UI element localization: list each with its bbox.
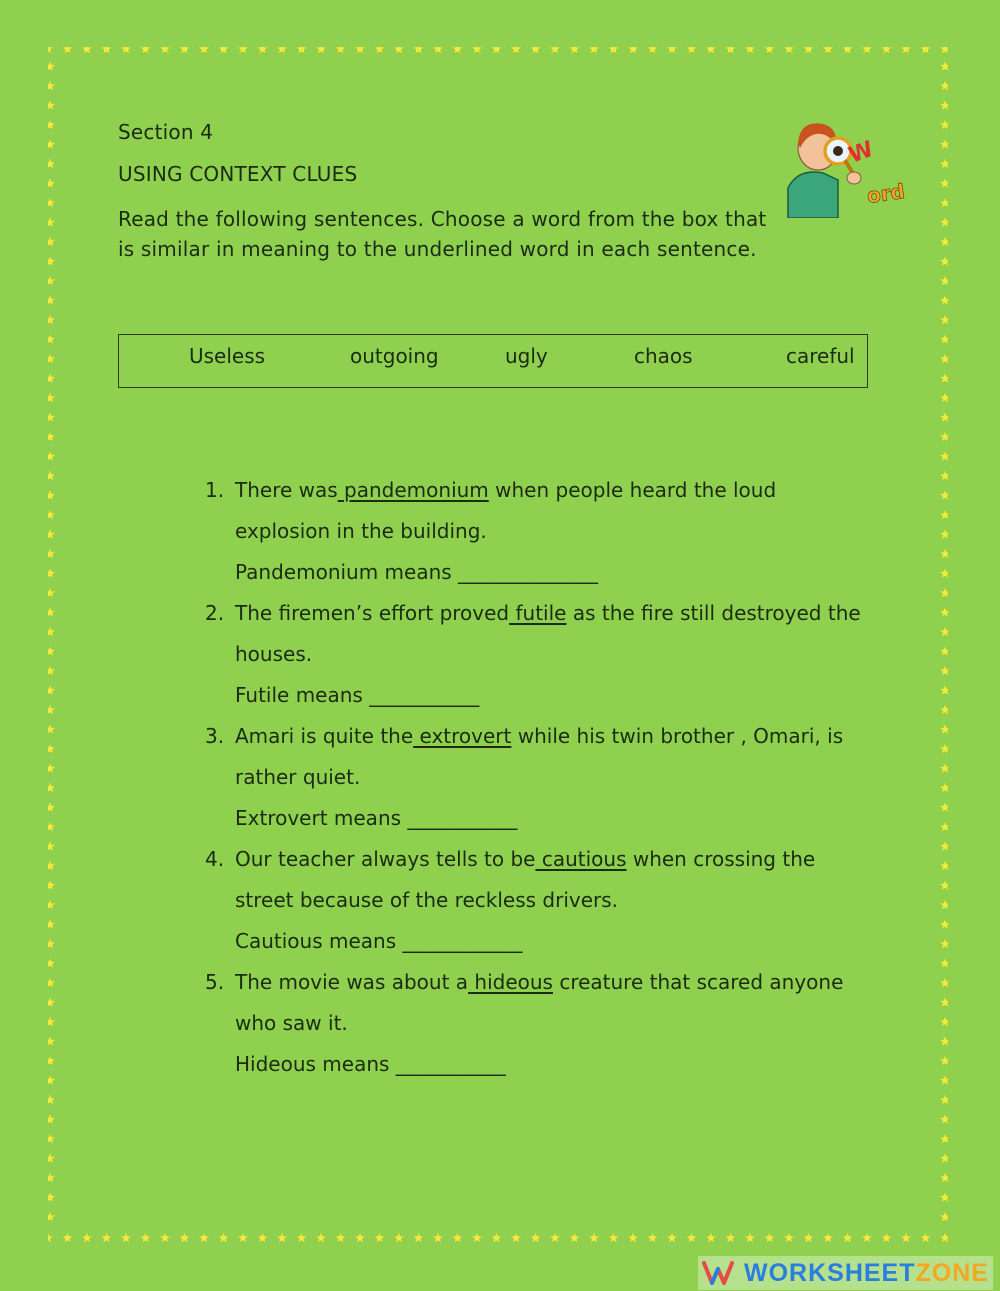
border-star-icon (940, 452, 948, 461)
question-item (205, 843, 905, 966)
border-star-icon (784, 1233, 794, 1242)
border-star-icon (48, 1212, 55, 1221)
border-star-icon (940, 491, 948, 500)
question-text: when people heard the loud (488, 478, 777, 502)
border-star-icon (628, 47, 638, 53)
border-star-icon (940, 588, 948, 597)
border-star-icon (940, 335, 948, 344)
border-star-icon (160, 1233, 170, 1242)
border-star-icon (589, 47, 599, 53)
border-star-icon (48, 881, 55, 890)
border-star-icon (48, 315, 55, 324)
border-star-icon (940, 959, 948, 968)
question-text: The firemen’s effort proved (235, 601, 510, 625)
border-star-icon (940, 120, 948, 129)
border-star-icon (940, 686, 948, 695)
underlined-word: cautious (535, 847, 627, 871)
section-label: Section 4 (118, 120, 214, 144)
border-star-icon (48, 920, 55, 929)
border-star-icon (121, 47, 131, 53)
border-star-icon (940, 179, 948, 188)
border-star-icon (141, 47, 151, 53)
border-star-icon (336, 47, 346, 53)
border-star-icon (940, 1212, 948, 1221)
border-star-icon (160, 47, 170, 53)
border-star-icon (102, 1233, 112, 1242)
border-star-icon (48, 47, 53, 53)
border-star-icon (414, 1233, 424, 1242)
border-star-icon (940, 881, 948, 890)
border-star-icon (940, 666, 948, 675)
border-star-icon (277, 1233, 287, 1242)
border-star-icon (48, 179, 55, 188)
question-list (205, 474, 905, 1089)
border-star-icon (48, 81, 55, 90)
border-star-icon (102, 47, 112, 53)
border-star-icon (48, 705, 55, 714)
question-item (205, 720, 905, 843)
border-star-icon (940, 315, 948, 324)
border-star-icon (726, 1233, 736, 1242)
border-star-icon (375, 47, 385, 53)
border-star-icon (667, 1233, 677, 1242)
border-star-icon (940, 569, 948, 578)
border-star-icon (843, 1233, 853, 1242)
border-star-icon (940, 218, 948, 227)
word-box-item: outgoing (350, 344, 439, 368)
border-star-icon (940, 81, 948, 90)
border-star-icon (141, 1233, 151, 1242)
question-text: Amari is quite the (235, 724, 414, 748)
border-star-icon (570, 1233, 580, 1242)
border-star-icon (48, 354, 55, 363)
question-text: The movie was about a (235, 970, 469, 994)
border-star-icon (531, 47, 541, 53)
border-star-icon (940, 471, 948, 480)
border-star-icon (48, 1193, 55, 1202)
worksheetzone-w-logo-icon (702, 1259, 738, 1287)
border-star-icon (48, 1115, 55, 1124)
border-star-icon (823, 47, 833, 53)
question-number: 1. (205, 478, 225, 502)
border-star-icon (531, 1233, 541, 1242)
border-star-icon (48, 276, 55, 285)
border-star-icon (48, 608, 55, 617)
question-item (205, 966, 905, 1089)
border-star-icon (219, 47, 229, 53)
question-item (205, 597, 905, 720)
border-star-icon (48, 218, 55, 227)
border-star-icon (238, 47, 248, 53)
border-star-icon (48, 62, 55, 71)
border-star-icon (48, 939, 55, 948)
border-star-icon (492, 1233, 502, 1242)
border-star-icon (940, 939, 948, 948)
border-star-icon (940, 257, 948, 266)
border-star-icon (940, 608, 948, 617)
border-star-icon (48, 783, 55, 792)
border-star-icon (901, 47, 911, 53)
question-text: when crossing the (626, 847, 816, 871)
border-star-icon (199, 47, 209, 53)
border-star-icon (48, 432, 55, 441)
border-star-icon (48, 803, 55, 812)
border-star-icon (940, 530, 948, 539)
border-star-icon (48, 335, 55, 344)
border-star-icon (862, 1233, 872, 1242)
answer-prompt: Cautious means ____________ (235, 929, 523, 953)
border-star-icon (940, 413, 948, 422)
border-star-icon (180, 47, 190, 53)
border-star-icon (48, 549, 55, 558)
word-box-item: chaos (634, 344, 693, 368)
border-star-icon (940, 744, 948, 753)
border-star-icon (316, 1233, 326, 1242)
border-star-icon (48, 1134, 55, 1143)
border-star-icon (48, 471, 55, 480)
border-star-icon (940, 822, 948, 831)
border-star-icon (940, 237, 948, 246)
border-star-icon (570, 47, 580, 53)
border-star-icon (48, 413, 55, 422)
svg-text:W: W (845, 136, 877, 169)
border-star-icon (745, 47, 755, 53)
border-star-icon (940, 276, 948, 285)
border-star-icon (921, 1233, 931, 1242)
border-star-icon (48, 120, 55, 129)
border-star-icon (940, 510, 948, 519)
answer-prompt: Futile means ___________ (235, 683, 480, 707)
border-star-icon (940, 1037, 948, 1046)
border-star-icon (48, 1076, 55, 1085)
border-star-icon (48, 686, 55, 695)
border-star-icon (940, 393, 948, 402)
border-star-icon (414, 47, 424, 53)
border-star-icon (48, 725, 55, 734)
border-star-icon (940, 861, 948, 870)
border-star-icon (940, 783, 948, 792)
border-star-icon (472, 47, 482, 53)
border-star-icon (433, 47, 443, 53)
instructions: Read the following sentences. Choose a word from the box that is similar in meaning to the underlined word in each sentence. (118, 207, 767, 261)
border-star-icon (48, 861, 55, 870)
border-star-icon (121, 1233, 131, 1242)
border-star-icon (48, 140, 55, 149)
border-star-icon (940, 647, 948, 656)
answer-prompt: Extrovert means ___________ (235, 806, 518, 830)
section-title: USING CONTEXT CLUES (118, 162, 358, 186)
border-star-icon (940, 1076, 948, 1085)
question-item (205, 474, 905, 597)
worksheetzone-brand[interactable] (698, 1256, 993, 1290)
border-star-icon (433, 1233, 443, 1242)
border-star-icon (48, 510, 55, 519)
border-star-icon (940, 1095, 948, 1104)
border-star-icon (940, 198, 948, 207)
border-star-icon (48, 822, 55, 831)
border-star-icon (48, 491, 55, 500)
border-star-icon (940, 1017, 948, 1026)
word-box-item: careful (786, 344, 855, 368)
underlined-word: futile (509, 601, 567, 625)
question-continuation: houses. (235, 642, 313, 666)
border-star-icon (940, 159, 948, 168)
question-number: 2. (205, 601, 225, 625)
word-box (118, 334, 868, 388)
border-star-icon (862, 47, 872, 53)
border-star-icon (940, 1056, 948, 1065)
border-star-icon (921, 47, 931, 53)
border-star-icon (609, 1233, 619, 1242)
border-star-icon (706, 47, 716, 53)
question-text: as the fire still destroyed the (566, 601, 861, 625)
border-star-icon (48, 998, 55, 1007)
border-star-icon (375, 1233, 385, 1242)
border-star-icon (940, 432, 948, 441)
answer-prompt: Hideous means ___________ (235, 1052, 506, 1076)
border-star-icon (804, 1233, 814, 1242)
border-star-icon (355, 1233, 365, 1242)
question-continuation: explosion in the building. (235, 519, 487, 543)
border-star-icon (180, 1233, 190, 1242)
border-star-icon (706, 1233, 716, 1242)
border-star-icon (355, 47, 365, 53)
border-star-icon (940, 842, 948, 851)
border-star-icon (940, 725, 948, 734)
border-star-icon (48, 744, 55, 753)
word-box-item: Useless (189, 344, 266, 368)
underlined-word: pandemonium (337, 478, 489, 502)
border-star-icon (48, 588, 55, 597)
question-continuation: street because of the reckless drivers. (235, 888, 619, 912)
border-star-icon (258, 1233, 268, 1242)
svg-text:ord: ord (865, 178, 907, 208)
border-star-icon (48, 666, 55, 675)
border-star-icon (453, 47, 463, 53)
question-continuation: who saw it. (235, 1011, 348, 1035)
border-star-icon (48, 569, 55, 578)
border-star-icon (940, 627, 948, 636)
border-star-icon (336, 1233, 346, 1242)
border-star-icon (48, 374, 55, 383)
border-star-icon (784, 47, 794, 53)
border-star-icon (48, 452, 55, 461)
border-star-icon (48, 647, 55, 656)
border-star-icon (511, 1233, 521, 1242)
word-box-item: ugly (505, 344, 548, 368)
border-star-icon (940, 354, 948, 363)
border-star-icon (238, 1233, 248, 1242)
border-star-icon (726, 47, 736, 53)
border-star-icon (940, 62, 948, 71)
border-star-icon (823, 1233, 833, 1242)
border-star-icon (940, 1193, 948, 1202)
border-star-icon (511, 47, 521, 53)
border-star-icon (940, 705, 948, 714)
border-star-icon (199, 1233, 209, 1242)
brand-text-main: WORKSHEET (744, 1258, 916, 1287)
border-star-icon (882, 47, 892, 53)
border-star-icon (453, 1233, 463, 1242)
border-star-icon (258, 47, 268, 53)
border-star-icon (48, 237, 55, 246)
border-star-icon (277, 47, 287, 53)
border-star-icon (472, 1233, 482, 1242)
border-star-icon (63, 1233, 73, 1242)
question-number: 4. (205, 847, 225, 871)
border-star-icon (940, 978, 948, 987)
question-number: 3. (205, 724, 225, 748)
border-star-icon (297, 1233, 307, 1242)
answer-prompt: Pandemonium means ______________ (235, 560, 599, 584)
border-star-icon (804, 47, 814, 53)
border-star-icon (940, 1134, 948, 1143)
border-star-icon (940, 374, 948, 383)
border-star-icon (394, 1233, 404, 1242)
border-star-icon (48, 1154, 55, 1163)
border-star-icon (940, 920, 948, 929)
boy-magnifier-clipart-icon (778, 118, 928, 218)
border-star-icon (550, 47, 560, 53)
border-star-icon (82, 47, 92, 53)
border-star-icon (940, 900, 948, 909)
border-star-icon (628, 1233, 638, 1242)
border-star-icon (843, 47, 853, 53)
border-star-icon (48, 1017, 55, 1026)
border-star-icon (940, 1233, 948, 1242)
border-star-icon (48, 764, 55, 773)
border-star-icon (492, 47, 502, 53)
border-star-icon (219, 1233, 229, 1242)
border-star-icon (48, 627, 55, 636)
border-star-icon (48, 257, 55, 266)
border-star-icon (745, 1233, 755, 1242)
border-star-icon (297, 47, 307, 53)
underlined-word: hideous (468, 970, 553, 994)
border-star-icon (48, 198, 55, 207)
border-star-icon (63, 47, 73, 53)
border-star-icon (940, 1115, 948, 1124)
border-star-icon (940, 998, 948, 1007)
border-star-icon (687, 47, 697, 53)
border-star-icon (667, 47, 677, 53)
border-star-icon (589, 1233, 599, 1242)
border-star-icon (48, 1037, 55, 1046)
border-star-icon (550, 1233, 560, 1242)
border-star-icon (940, 764, 948, 773)
border-star-icon (765, 1233, 775, 1242)
border-star-icon (940, 47, 948, 53)
border-star-icon (48, 1095, 55, 1104)
border-star-icon (940, 101, 948, 110)
border-star-icon (48, 1233, 53, 1242)
border-star-icon (940, 549, 948, 558)
border-star-icon (648, 1233, 658, 1242)
underlined-word: extrovert (413, 724, 512, 748)
border-star-icon (940, 803, 948, 812)
border-star-icon (48, 101, 55, 110)
border-star-icon (48, 1173, 55, 1182)
border-star-icon (82, 1233, 92, 1242)
border-star-icon (940, 1154, 948, 1163)
border-star-icon (765, 47, 775, 53)
border-star-icon (48, 959, 55, 968)
border-star-icon (48, 393, 55, 402)
border-star-icon (48, 1056, 55, 1065)
border-star-icon (316, 47, 326, 53)
question-text: creature that scared anyone (552, 970, 844, 994)
border-star-icon (940, 140, 948, 149)
border-star-icon (940, 296, 948, 305)
question-number: 5. (205, 970, 225, 994)
border-star-icon (648, 47, 658, 53)
border-star-icon (394, 47, 404, 53)
border-star-icon (48, 159, 55, 168)
border-star-icon (48, 296, 55, 305)
border-star-icon (48, 978, 55, 987)
border-star-icon (687, 1233, 697, 1242)
border-star-icon (48, 842, 55, 851)
border-star-icon (901, 1233, 911, 1242)
question-continuation: rather quiet. (235, 765, 361, 789)
border-star-icon (882, 1233, 892, 1242)
brand-text-accent: ZONE (915, 1258, 989, 1287)
border-star-icon (48, 530, 55, 539)
border-star-icon (940, 1173, 948, 1182)
question-text: while his twin brother , Omari, is (511, 724, 844, 748)
question-text: Our teacher always tells to be (235, 847, 536, 871)
border-star-icon (609, 47, 619, 53)
brand-text (744, 1259, 989, 1288)
question-text: There was (235, 478, 338, 502)
border-star-icon (48, 900, 55, 909)
